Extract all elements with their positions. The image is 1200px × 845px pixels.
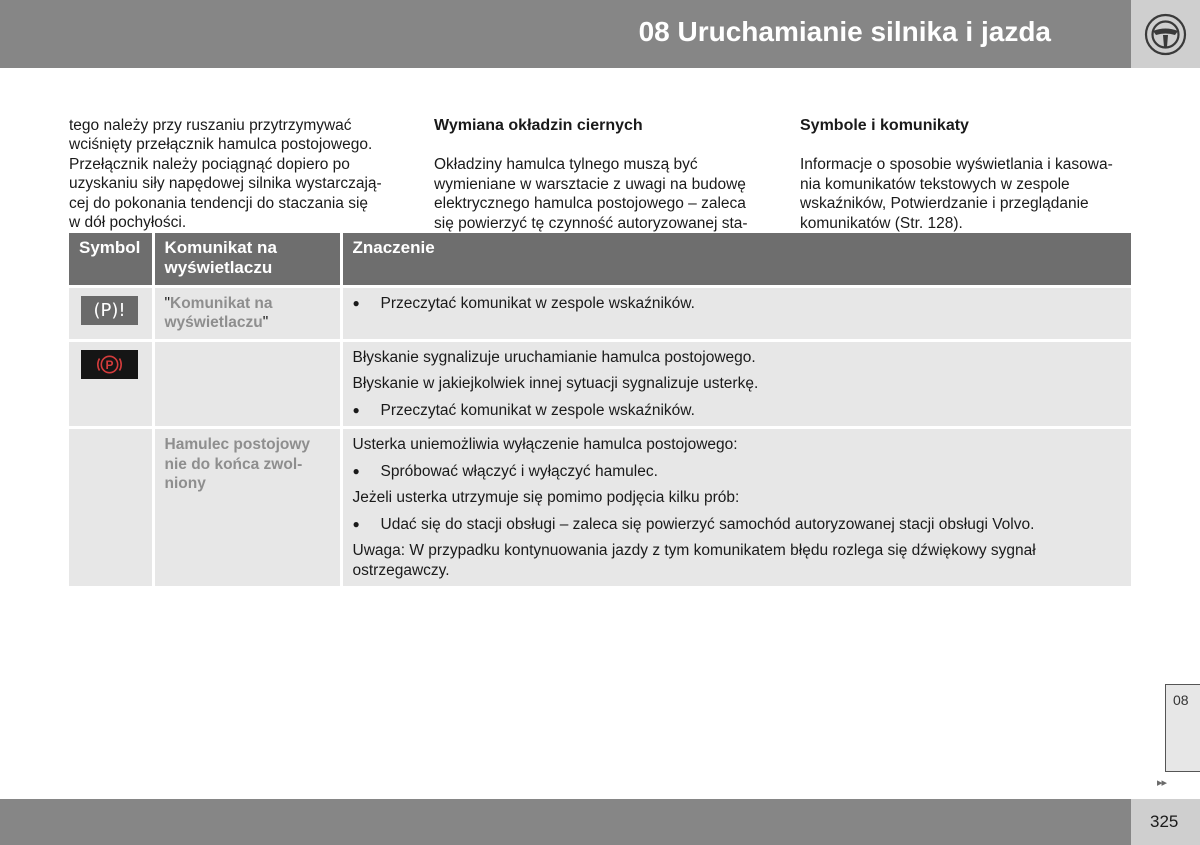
lining-text: Okładziny hamulca tylnego muszą być wymieniane w warsztacie z uwagi na budowę elektrycznego hamulca postojowego – zaleca się powierzyć tę czynność autoryzowanej sta- (434, 156, 748, 232)
symbols-column (800, 96, 1140, 253)
meaning-bullet: ● Przeczytać komunikat w zespole wskaźników. (353, 401, 1122, 421)
svg-text:P: P (105, 357, 114, 372)
message-text: Komunikat na wyświetlaczu (164, 294, 273, 331)
meaning-bullet: ● Spróbować włączyć i wyłączyć hamulec. (353, 462, 1122, 482)
symbols-text: Informacje o sposobie wyświetlania i kasowa- nia komunikatów tekstowych w zespole wskaźników, Potwierdzanie i przeglądanie komunikatów (Str. 128). (800, 156, 1113, 232)
table-header-row (69, 233, 1131, 286)
meaning-text: Błyskanie w jakiejkolwiek innej sytuacji sygnalizuje usterkę. (352, 375, 759, 392)
message-cell (153, 286, 341, 340)
page-number: 325 (1150, 812, 1179, 831)
symbol-cell (69, 286, 153, 340)
meaning-bullet: ● Udać się do stacji obsługi – zaleca się powierzyć samochód autoryzowanej stacji obsługi Volvo. (353, 515, 1122, 535)
lining-heading: Wymiana okładzin ciernych (434, 116, 643, 134)
header-symbol: Symbol (69, 233, 153, 286)
meaning-text: Usterka uniemożliwia wyłączenie hamulca postojowego: (352, 436, 738, 453)
chapter-tab-label: 08 (1173, 692, 1189, 708)
quote-close: " (262, 314, 269, 331)
header-message: Komunikat na wyświetlaczu (153, 233, 341, 286)
meaning-cell (341, 286, 1131, 340)
quote-open: " (164, 294, 171, 312)
meaning-text: Błyskanie sygnalizuje uruchamianie hamulca postojowego. (352, 348, 756, 366)
header-meaning: Znaczenie (341, 233, 1131, 286)
intro-text: tego należy przy ruszaniu przytrzymywać wciśnięty przełącznik hamulca postojowego. Przełącznik należy pociągnąć dopiero po uzyskaniu siły napędowej silnika wystarczają- cej do pokonania tendencji do staczania się w dół pochyłości. (69, 116, 382, 231)
symbol-cell (69, 340, 153, 428)
table-row (69, 428, 1131, 587)
steering-wheel-icon (1144, 13, 1187, 56)
meaning-cell (341, 340, 1131, 428)
parking-brake-warning-symbol: (P)! (81, 296, 138, 325)
chapter-side-tab (1165, 684, 1200, 772)
next-page-arrow-icon: ▸▸ (1157, 777, 1167, 789)
meaning-cell (341, 428, 1131, 587)
message-cell-empty (153, 340, 341, 428)
meaning-bullet: ● Przeczytać komunikat w zespole wskaźników. (353, 294, 1122, 314)
message-table (69, 233, 1131, 586)
table-row (69, 340, 1131, 428)
header-bar (0, 0, 1131, 68)
footer-bar (0, 799, 1131, 845)
meaning-text: Jeżeli usterka utrzymuje się pomimo podjęcia kilku prób: (352, 489, 740, 506)
chapter-title: 08 Uruchamianie silnika i jazda (638, 16, 1051, 47)
chapter-icon-box (1131, 0, 1200, 68)
table-row (69, 286, 1131, 340)
message-cell (153, 428, 341, 587)
symbols-heading: Symbole i komunikaty (800, 116, 969, 134)
meaning-note: Uwaga: W przypadku kontynuowania jazdy z tym komunikatem błędu rozlega się dźwiękowy sygnał ostrzegawczy. (352, 542, 1036, 579)
symbol-cell-empty (69, 428, 153, 587)
parking-brake-icon (81, 350, 138, 379)
message-text: Hamulec postojowy nie do końca zwol- niony (164, 436, 311, 492)
intro-column (69, 96, 409, 252)
